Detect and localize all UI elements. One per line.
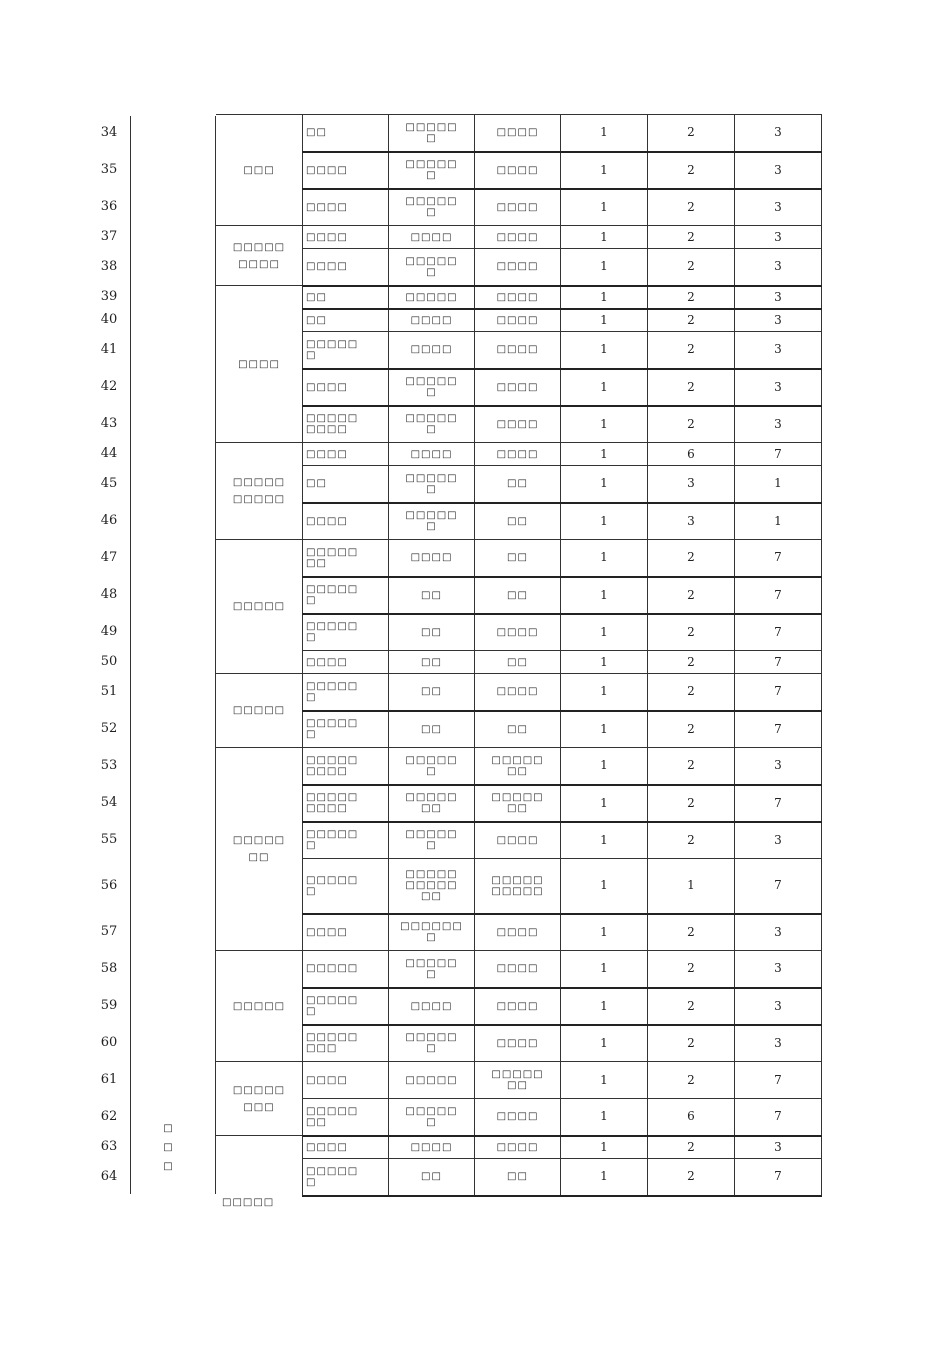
- table-row: [303, 1099, 822, 1136]
- cell-unit: □□□□: [475, 988, 561, 1025]
- cell-value-1: 1: [561, 914, 648, 951]
- cell-item: □□□□: [303, 1136, 389, 1159]
- row-number: 57: [100, 923, 118, 939]
- cell-spec: □□□□: [389, 540, 475, 577]
- table-row: [303, 748, 822, 785]
- cell-item: □□: [303, 309, 389, 332]
- cell-value-1: 1: [561, 443, 648, 466]
- row-number: 63: [100, 1138, 118, 1154]
- row-number: 37: [100, 228, 118, 244]
- cell-item: □□□□: [303, 152, 389, 189]
- cell-value-2: 3: [648, 503, 735, 540]
- cell-value-3: 3: [735, 406, 822, 443]
- cell-value-2: 6: [648, 443, 735, 466]
- cell-value-1: 1: [561, 1062, 648, 1099]
- cell-item: □□□□□ □: [303, 614, 389, 651]
- group-label: □□□□□ □□□□□: [232, 477, 286, 505]
- row-number: 55: [100, 831, 118, 847]
- cell-unit: □□: [475, 466, 561, 503]
- group-cell: [216, 442, 302, 539]
- data-table: [302, 114, 822, 1197]
- table-row: [303, 369, 822, 406]
- cell-item: □□□□: [303, 651, 389, 674]
- cell-value-2: 2: [648, 785, 735, 822]
- cell-value-1: 1: [561, 748, 648, 785]
- cell-unit: □□□□: [475, 1025, 561, 1062]
- cell-spec: □□□□□ □: [389, 951, 475, 988]
- cell-value-3: 7: [735, 443, 822, 466]
- cell-spec: □□□□: [389, 443, 475, 466]
- row-number: 52: [100, 720, 118, 736]
- cell-value-2: 6: [648, 1099, 735, 1136]
- row-number: 58: [100, 960, 118, 976]
- group-cell: [216, 225, 302, 285]
- cell-unit: □□□□: [475, 226, 561, 249]
- cell-value-3: 3: [735, 1025, 822, 1062]
- cell-spec: □□□□□ □□: [389, 785, 475, 822]
- side-label-char: □: [163, 1142, 173, 1153]
- cell-unit: □□□□□ □□: [475, 748, 561, 785]
- cell-unit: □□: [475, 577, 561, 614]
- table-row: [303, 226, 822, 249]
- cell-unit: □□□□: [475, 614, 561, 651]
- group-cell: [216, 539, 302, 673]
- table-row: [303, 951, 822, 988]
- cell-unit: □□: [475, 651, 561, 674]
- cell-value-2: 2: [648, 914, 735, 951]
- row-number: 50: [100, 653, 118, 669]
- cell-unit: □□□□: [475, 822, 561, 859]
- cell-value-1: 1: [561, 286, 648, 309]
- cell-value-3: 3: [735, 249, 822, 286]
- group-label: □□□□□: [232, 705, 286, 716]
- cell-item: □□: [303, 115, 389, 152]
- table-row: [303, 189, 822, 226]
- row-number: 48: [100, 586, 118, 602]
- cell-value-3: 7: [735, 651, 822, 674]
- cell-spec: □□□□□ □: [389, 1025, 475, 1062]
- cell-value-2: 2: [648, 951, 735, 988]
- cell-unit: □□: [475, 503, 561, 540]
- cell-unit: □□□□□ □□□□□: [475, 859, 561, 914]
- table-row: [303, 466, 822, 503]
- cell-unit: □□□□: [475, 443, 561, 466]
- cell-item: □□□□□: [303, 951, 389, 988]
- table-row: [303, 406, 822, 443]
- cell-spec: □□: [389, 614, 475, 651]
- cell-value-1: 1: [561, 785, 648, 822]
- group-cell: [216, 285, 302, 442]
- cell-unit: □□□□: [475, 249, 561, 286]
- cell-value-1: 1: [561, 503, 648, 540]
- cell-value-1: 1: [561, 822, 648, 859]
- cell-unit: □□: [475, 711, 561, 748]
- row-number: 47: [100, 549, 118, 565]
- group-cell: [216, 950, 302, 1061]
- group-label: □□□□□ □□□□: [232, 241, 286, 270]
- cell-value-2: 2: [648, 614, 735, 651]
- cell-value-2: 2: [648, 226, 735, 249]
- row-number: 43: [100, 415, 118, 431]
- cell-value-3: 7: [735, 711, 822, 748]
- table-row: [303, 540, 822, 577]
- cell-item: □□□□□ □□□□: [303, 406, 389, 443]
- row-number: 41: [100, 341, 118, 357]
- table-row: [303, 711, 822, 748]
- cell-spec: □□□□□ □□□□□ □□: [389, 859, 475, 914]
- row-number: 46: [100, 512, 118, 528]
- cell-value-3: 3: [735, 1136, 822, 1159]
- cell-value-3: 7: [735, 1099, 822, 1136]
- cell-item: □□□□: [303, 226, 389, 249]
- row-number: 39: [100, 288, 118, 304]
- group-cell: [216, 1061, 302, 1135]
- cell-item: □□□□: [303, 1062, 389, 1099]
- table-row: [303, 1025, 822, 1062]
- cell-value-1: 1: [561, 1099, 648, 1136]
- cell-value-1: 1: [561, 1159, 648, 1196]
- table-row: [303, 1136, 822, 1159]
- cell-item: □□□□□ □: [303, 711, 389, 748]
- cell-value-1: 1: [561, 540, 648, 577]
- cell-unit: □□□□: [475, 951, 561, 988]
- cell-item: □□□□□ □: [303, 822, 389, 859]
- cell-value-1: 1: [561, 309, 648, 332]
- cell-unit: □□□□: [475, 189, 561, 226]
- cell-value-2: 2: [648, 577, 735, 614]
- table-row: [303, 1159, 822, 1196]
- table-row: [303, 651, 822, 674]
- cell-value-3: 3: [735, 152, 822, 189]
- cell-spec: □□□□: [389, 1136, 475, 1159]
- cell-unit: □□□□: [475, 332, 561, 369]
- cell-unit: □□□□: [475, 309, 561, 332]
- cell-item: □□□□□ □: [303, 1159, 389, 1196]
- cell-unit: □□□□: [475, 115, 561, 152]
- cell-unit: □□□□: [475, 914, 561, 951]
- cell-spec: □□□□□ □: [389, 822, 475, 859]
- cell-value-3: 7: [735, 1062, 822, 1099]
- table-row: [303, 309, 822, 332]
- cell-value-1: 1: [561, 651, 648, 674]
- cell-item: □□□□□ □: [303, 674, 389, 711]
- cell-value-1: 1: [561, 674, 648, 711]
- cell-spec: □□□□□ □: [389, 406, 475, 443]
- cell-spec: □□□□□: [389, 1062, 475, 1099]
- table-row: [303, 859, 822, 914]
- side-label-char: □: [163, 1161, 173, 1172]
- cell-spec: □□: [389, 1159, 475, 1196]
- cell-unit: □□: [475, 1159, 561, 1196]
- cell-value-1: 1: [561, 332, 648, 369]
- row-number: 38: [100, 258, 118, 274]
- cell-item: □□: [303, 466, 389, 503]
- cell-value-2: 2: [648, 651, 735, 674]
- table-row: [303, 1062, 822, 1099]
- row-number: 49: [100, 623, 118, 639]
- row-number: 36: [100, 198, 118, 214]
- cell-item: □□□□□ □□□: [303, 1025, 389, 1062]
- cell-spec: □□: [389, 674, 475, 711]
- cell-spec: □□□□□ □: [389, 189, 475, 226]
- cell-item: □□□□□ □□□□: [303, 748, 389, 785]
- cell-value-3: 7: [735, 785, 822, 822]
- cell-value-2: 2: [648, 406, 735, 443]
- cell-unit: □□□□: [475, 1099, 561, 1136]
- cell-item: □□□□□ □: [303, 859, 389, 914]
- group-label: □□□□□ □□□: [232, 1084, 286, 1113]
- cell-value-1: 1: [561, 466, 648, 503]
- table-row: [303, 249, 822, 286]
- cell-value-2: 2: [648, 748, 735, 785]
- table-row: [303, 152, 822, 189]
- cell-value-3: 7: [735, 1159, 822, 1196]
- cell-spec: □□□□□: [389, 286, 475, 309]
- cell-value-1: 1: [561, 226, 648, 249]
- cell-item: □□□□□ □: [303, 332, 389, 369]
- cell-spec: □□: [389, 711, 475, 748]
- cell-value-2: 2: [648, 369, 735, 406]
- cell-value-2: 2: [648, 1159, 735, 1196]
- cell-value-3: 7: [735, 674, 822, 711]
- cell-value-2: 2: [648, 309, 735, 332]
- cell-unit: □□□□□ □□: [475, 1062, 561, 1099]
- group-cell: [216, 673, 302, 747]
- cell-value-2: 2: [648, 822, 735, 859]
- left-border-line: [130, 116, 131, 1194]
- cell-value-3: 3: [735, 189, 822, 226]
- group-label: □□□□□: [232, 1000, 286, 1012]
- cell-item: □□□□: [303, 443, 389, 466]
- cell-value-3: 3: [735, 226, 822, 249]
- row-number: 45: [100, 475, 118, 491]
- cell-spec: □□: [389, 577, 475, 614]
- cell-item: □□□□□ □: [303, 988, 389, 1025]
- cell-item: □□□□□ □□: [303, 540, 389, 577]
- cell-spec: □□: [389, 651, 475, 674]
- cell-item: □□□□: [303, 914, 389, 951]
- side-label-char: □: [163, 1123, 173, 1134]
- cell-value-2: 2: [648, 674, 735, 711]
- cell-item: □□□□: [303, 249, 389, 286]
- table-row: [303, 332, 822, 369]
- cell-value-1: 1: [561, 859, 648, 914]
- cell-value-3: 7: [735, 859, 822, 914]
- cell-value-2: 1: [648, 859, 735, 914]
- cell-value-1: 1: [561, 152, 648, 189]
- cell-unit: □□□□: [475, 406, 561, 443]
- cell-spec: □□□□: [389, 988, 475, 1025]
- row-number: 51: [100, 683, 118, 699]
- row-number: 62: [100, 1108, 118, 1124]
- cell-spec: □□□□□ □: [389, 152, 475, 189]
- cell-value-2: 2: [648, 711, 735, 748]
- cell-value-3: 3: [735, 369, 822, 406]
- row-number: 60: [100, 1034, 118, 1050]
- cell-item: □□□□□ □□: [303, 1099, 389, 1136]
- cell-value-3: 3: [735, 309, 822, 332]
- footer-group-label: □□□□□: [222, 1197, 275, 1208]
- cell-value-3: 3: [735, 988, 822, 1025]
- row-number: 61: [100, 1071, 118, 1087]
- row-number: 53: [100, 757, 118, 773]
- cell-unit: □□□□□ □□: [475, 785, 561, 822]
- cell-value-2: 2: [648, 988, 735, 1025]
- table-row: [303, 674, 822, 711]
- table-row: [303, 115, 822, 152]
- cell-spec: □□□□□ □: [389, 466, 475, 503]
- cell-unit: □□□□: [475, 152, 561, 189]
- table-row: [303, 914, 822, 951]
- cell-item: □□□□□ □: [303, 577, 389, 614]
- cell-value-3: 1: [735, 503, 822, 540]
- table-row: [303, 785, 822, 822]
- row-number: 34: [100, 124, 118, 140]
- table-row: [303, 443, 822, 466]
- table-row: [303, 286, 822, 309]
- cell-unit: □□: [475, 540, 561, 577]
- cell-value-1: 1: [561, 951, 648, 988]
- cell-value-2: 2: [648, 332, 735, 369]
- row-number: 59: [100, 997, 118, 1013]
- cell-value-2: 2: [648, 189, 735, 226]
- cell-unit: □□□□: [475, 674, 561, 711]
- cell-value-2: 2: [648, 115, 735, 152]
- cell-spec: □□□□□□ □: [389, 914, 475, 951]
- cell-item: □□□□□ □□□□: [303, 785, 389, 822]
- cell-spec: □□□□: [389, 332, 475, 369]
- group-label: □□□□□ □□: [232, 835, 286, 863]
- cell-item: □□: [303, 286, 389, 309]
- cell-value-3: 3: [735, 822, 822, 859]
- table-row: [303, 577, 822, 614]
- table-row: [303, 822, 822, 859]
- cell-spec: □□□□□ □: [389, 748, 475, 785]
- cell-value-2: 3: [648, 466, 735, 503]
- cell-value-1: 1: [561, 988, 648, 1025]
- cell-value-3: 3: [735, 951, 822, 988]
- cell-value-2: 2: [648, 249, 735, 286]
- cell-unit: □□□□: [475, 1136, 561, 1159]
- cell-value-2: 2: [648, 286, 735, 309]
- cell-value-1: 1: [561, 1136, 648, 1159]
- cell-value-2: 2: [648, 152, 735, 189]
- cell-value-3: 7: [735, 577, 822, 614]
- group-label: □□□□□: [232, 601, 286, 612]
- cell-unit: □□□□: [475, 369, 561, 406]
- cell-spec: □□□□□ □: [389, 115, 475, 152]
- cell-value-1: 1: [561, 711, 648, 748]
- row-number: 54: [100, 794, 118, 810]
- cell-value-3: 7: [735, 614, 822, 651]
- cell-spec: □□□□□ □: [389, 249, 475, 286]
- cell-value-2: 2: [648, 1062, 735, 1099]
- cell-value-1: 1: [561, 115, 648, 152]
- cell-value-1: 1: [561, 369, 648, 406]
- cell-value-3: 3: [735, 914, 822, 951]
- cell-value-2: 2: [648, 1025, 735, 1062]
- group-cell: [216, 1135, 302, 1195]
- cell-item: □□□□: [303, 369, 389, 406]
- cell-spec: □□□□□ □: [389, 369, 475, 406]
- cell-value-3: 3: [735, 748, 822, 785]
- cell-value-1: 1: [561, 614, 648, 651]
- cell-value-3: 3: [735, 115, 822, 152]
- cell-spec: □□□□: [389, 309, 475, 332]
- cell-value-1: 1: [561, 249, 648, 286]
- cell-spec: □□□□□ □: [389, 1099, 475, 1136]
- cell-item: □□□□: [303, 189, 389, 226]
- group-cell: [216, 747, 302, 950]
- group-label: □□□□: [238, 358, 280, 370]
- row-number: 42: [100, 378, 118, 394]
- cell-value-2: 2: [648, 1136, 735, 1159]
- cell-value-3: 3: [735, 286, 822, 309]
- cell-value-3: 1: [735, 466, 822, 503]
- cell-value-1: 1: [561, 577, 648, 614]
- cell-spec: □□□□□ □: [389, 503, 475, 540]
- cell-spec: □□□□: [389, 226, 475, 249]
- table-row: [303, 503, 822, 540]
- cell-value-1: 1: [561, 406, 648, 443]
- cell-unit: □□□□: [475, 286, 561, 309]
- table-row: [303, 988, 822, 1025]
- group-cell: [216, 114, 302, 225]
- row-number: 40: [100, 311, 118, 327]
- row-number: 44: [100, 445, 118, 461]
- table-row: [303, 614, 822, 651]
- cell-value-3: 7: [735, 540, 822, 577]
- row-number: 35: [100, 161, 118, 177]
- cell-value-1: 1: [561, 1025, 648, 1062]
- group-label: □□□: [243, 164, 275, 176]
- cell-value-1: 1: [561, 189, 648, 226]
- cell-value-2: 2: [648, 540, 735, 577]
- row-number: 64: [100, 1168, 118, 1184]
- cell-value-3: 3: [735, 332, 822, 369]
- row-number: 56: [100, 877, 118, 893]
- cell-item: □□□□: [303, 503, 389, 540]
